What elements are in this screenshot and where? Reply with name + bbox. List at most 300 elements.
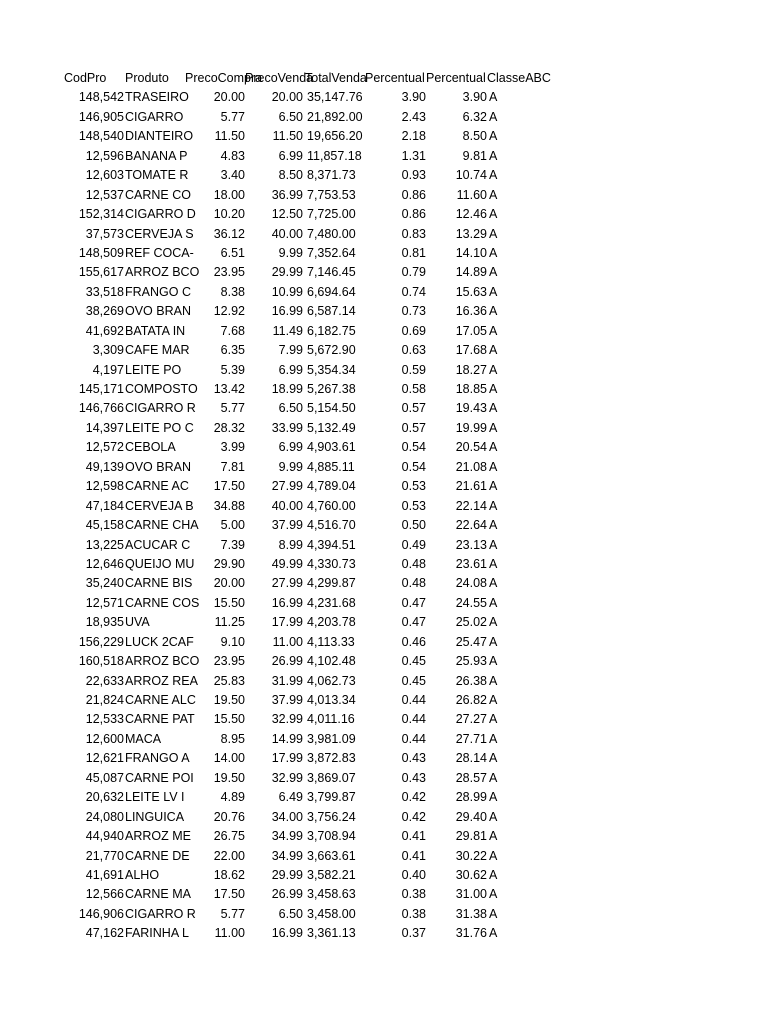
cell-preco-compra: 15.50 <box>213 595 245 610</box>
table-row <box>62 866 562 885</box>
cell-total-venda: 4,394.51 <box>307 537 356 552</box>
cell-produto: TRASEIRO <box>125 90 189 105</box>
cell-percentual-acum: 14.10 <box>455 245 487 260</box>
cell-percentual-acum: 14.89 <box>455 265 487 280</box>
cell-preco-compra: 19.50 <box>213 693 245 707</box>
cell-preco-venda: 31.99 <box>271 673 303 688</box>
cell-percentual-acum: 28.99 <box>455 790 487 805</box>
cell-total-venda: 6,587.14 <box>307 304 356 319</box>
cell-produto: LINGUICA <box>125 809 185 824</box>
cell-preco-compra: 5.00 <box>220 518 245 533</box>
cell-total-venda: 6,694.64 <box>307 284 356 299</box>
cell-classe-abc: A <box>489 556 498 571</box>
table-row <box>62 225 562 244</box>
cell-percentual-acum: 31.38 <box>455 906 487 921</box>
table-body <box>62 88 562 943</box>
cell-classe-abc: A <box>489 595 498 610</box>
cell-percentual-acum: 27.71 <box>455 731 487 746</box>
cell-produto: CIGARRO <box>125 109 184 124</box>
cell-produto: CEBOLA <box>125 440 176 455</box>
cell-produto: DIANTEIRO <box>125 129 194 144</box>
cell-preco-compra: 7.68 <box>220 323 245 338</box>
cell-percentual: 0.40 <box>401 867 426 882</box>
cell-classe-abc: A <box>489 479 498 494</box>
cell-percentual: 0.38 <box>401 887 426 902</box>
cell-classe-abc: A <box>489 362 498 377</box>
cell-percentual: 0.73 <box>401 304 426 319</box>
cell-percentual: 0.74 <box>401 284 426 299</box>
cell-classe-abc: A <box>489 751 498 766</box>
cell-preco-venda: 11.49 <box>272 323 303 338</box>
cell-total-venda: 3,799.87 <box>307 790 356 805</box>
cell-preco-compra: 28.32 <box>213 420 245 435</box>
cell-preco-venda: 6.99 <box>278 362 303 377</box>
cell-codpro: 38,269 <box>85 304 124 319</box>
cell-codpro: 146,905 <box>78 109 124 124</box>
cell-preco-venda: 9.99 <box>278 459 303 474</box>
cell-preco-venda: 6.49 <box>278 790 303 805</box>
cell-produto: TOMATE R <box>125 168 189 183</box>
cell-total-venda: 4,102.48 <box>307 654 356 669</box>
cell-percentual: 0.63 <box>401 343 426 358</box>
cell-produto: CARNE BIS <box>125 576 193 591</box>
cell-codpro: 12,600 <box>85 731 124 746</box>
cell-preco-compra: 5.77 <box>220 109 245 124</box>
cell-produto: CARNE MA <box>125 887 191 902</box>
cell-preco-compra: 25.83 <box>213 673 245 688</box>
table-row <box>62 613 562 632</box>
cell-percentual-acum: 25.93 <box>455 654 487 669</box>
cell-preco-venda: 40.00 <box>271 498 303 513</box>
cell-total-venda: 3,458.00 <box>307 906 356 921</box>
cell-preco-compra: 10.20 <box>213 207 245 222</box>
cell-produto: UVA <box>125 615 150 630</box>
cell-codpro: 47,162 <box>85 926 124 941</box>
cell-classe-abc: A <box>489 867 498 882</box>
cell-percentual-acum: 18.85 <box>455 382 487 396</box>
cell-codpro: 148,540 <box>78 129 124 144</box>
cell-percentual: 0.54 <box>401 440 426 455</box>
cell-percentual: 0.49 <box>401 537 426 552</box>
table-row <box>62 341 562 360</box>
cell-produto: CARNE ALC <box>125 693 196 707</box>
cell-total-venda: 4,231.68 <box>307 595 356 610</box>
cell-preco-venda: 6.99 <box>278 440 303 455</box>
cell-percentual-acum: 22.14 <box>455 498 487 513</box>
cell-preco-compra: 11.25 <box>214 615 245 630</box>
cell-percentual-acum: 10.74 <box>455 168 487 183</box>
cell-preco-compra: 20.76 <box>213 809 245 824</box>
cell-classe-abc: A <box>489 634 498 649</box>
cell-total-venda: 21,892.00 <box>307 109 363 124</box>
cell-codpro: 12,621 <box>85 751 124 766</box>
cell-codpro: 21,824 <box>85 693 124 707</box>
cell-codpro: 49,139 <box>85 459 124 474</box>
cell-total-venda: 11,857.18 <box>307 148 362 163</box>
cell-percentual: 0.57 <box>401 401 426 416</box>
cell-produto: CARNE POI <box>125 770 194 785</box>
cell-produto: CIGARRO R <box>125 906 196 921</box>
cell-total-venda: 4,330.73 <box>307 556 356 571</box>
table-row <box>62 769 562 788</box>
cell-classe-abc: A <box>489 148 498 163</box>
cell-preco-venda: 8.50 <box>278 168 303 183</box>
cell-codpro: 41,691 <box>85 867 124 882</box>
cell-classe-abc: A <box>489 809 498 824</box>
cell-classe-abc: A <box>489 770 498 785</box>
cell-produto: CIGARRO R <box>125 401 196 416</box>
cell-produto: CAFE MAR <box>125 343 190 358</box>
table-row <box>62 594 562 613</box>
cell-percentual: 0.45 <box>401 673 426 688</box>
cell-classe-abc: A <box>489 401 498 416</box>
cell-percentual: 0.44 <box>401 731 426 746</box>
cell-codpro: 4,197 <box>92 362 124 377</box>
cell-percentual: 0.86 <box>401 187 426 202</box>
cell-preco-compra: 3.99 <box>220 440 245 455</box>
table-row <box>62 808 562 827</box>
cell-percentual-acum: 13.29 <box>455 226 487 241</box>
cell-produto: OVO BRAN <box>125 304 191 319</box>
cell-codpro: 12,646 <box>85 556 124 571</box>
cell-preco-venda: 26.99 <box>271 654 303 669</box>
table-row <box>62 710 562 729</box>
cell-preco-compra: 5.77 <box>220 906 245 921</box>
cell-preco-compra: 20.00 <box>213 576 245 591</box>
cell-preco-compra: 8.95 <box>220 731 245 746</box>
cell-total-venda: 3,872.83 <box>307 751 356 766</box>
cell-classe-abc: A <box>489 459 498 474</box>
cell-percentual-acum: 17.05 <box>455 323 487 338</box>
cell-preco-compra: 5.39 <box>220 362 245 377</box>
cell-produto: BANANA P <box>125 148 188 163</box>
cell-classe-abc: A <box>489 498 498 513</box>
cell-preco-venda: 16.99 <box>271 926 303 941</box>
cell-classe-abc: A <box>489 343 498 358</box>
cell-preco-venda: 27.99 <box>271 576 303 591</box>
cell-total-venda: 4,011.16 <box>307 712 355 727</box>
cell-percentual-acum: 31.00 <box>455 887 487 902</box>
cell-classe-abc: A <box>489 168 498 183</box>
cell-preco-compra: 4.89 <box>220 790 245 805</box>
cell-codpro: 24,080 <box>85 809 124 824</box>
cell-percentual: 0.83 <box>401 226 426 241</box>
table-row <box>62 244 562 263</box>
cell-produto: ALHO <box>125 867 160 882</box>
cell-percentual: 0.42 <box>401 790 426 805</box>
cell-percentual: 0.53 <box>401 498 426 513</box>
cell-produto: LEITE PO C <box>125 420 194 435</box>
cell-classe-abc: A <box>489 226 498 241</box>
cell-percentual-acum: 26.38 <box>455 673 487 688</box>
cell-percentual-acum: 27.27 <box>455 712 487 727</box>
cell-preco-compra: 13.42 <box>213 382 245 396</box>
cell-preco-compra: 7.81 <box>220 459 245 474</box>
cell-percentual: 0.48 <box>401 556 426 571</box>
cell-classe-abc: A <box>489 673 498 688</box>
table-row <box>62 827 562 846</box>
cell-classe-abc: A <box>489 440 498 455</box>
cell-produto: CARNE CO <box>125 187 191 202</box>
cell-total-venda: 4,113.33 <box>307 634 355 649</box>
cell-produto: REF COCA- <box>125 245 194 260</box>
cell-percentual-acum: 29.40 <box>455 809 487 824</box>
cell-percentual-acum: 30.62 <box>455 867 487 882</box>
cell-total-venda: 7,725.00 <box>307 207 356 222</box>
cell-total-venda: 8,371.73 <box>307 168 356 183</box>
cell-preco-venda: 33.99 <box>271 420 303 435</box>
cell-preco-venda: 9.99 <box>278 245 303 260</box>
cell-produto: FRANGO A <box>125 751 190 766</box>
cell-codpro: 35,240 <box>85 576 124 591</box>
cell-percentual: 0.43 <box>401 751 426 766</box>
cell-percentual: 3.90 <box>401 90 426 105</box>
cell-percentual: 0.44 <box>401 712 426 727</box>
cell-classe-abc: A <box>489 187 498 202</box>
cell-produto: CARNE PAT <box>125 712 195 727</box>
cell-percentual-acum: 30.22 <box>455 848 487 863</box>
cell-produto: CIGARRO D <box>125 207 196 222</box>
cell-preco-compra: 18.00 <box>213 187 245 202</box>
cell-produto: LUCK 2CAF <box>125 634 194 649</box>
cell-total-venda: 7,352.64 <box>307 245 356 260</box>
cell-codpro: 18,935 <box>85 615 124 630</box>
cell-codpro: 22,633 <box>85 673 124 688</box>
cell-percentual: 0.53 <box>401 479 426 494</box>
table-row <box>62 905 562 924</box>
cell-total-venda: 7,753.53 <box>307 187 356 202</box>
cell-preco-venda: 32.99 <box>271 712 303 727</box>
cell-preco-venda: 27.99 <box>271 479 303 494</box>
cell-percentual: 0.58 <box>401 382 426 396</box>
cell-produto: ARROZ REA <box>125 673 198 688</box>
cell-preco-venda: 37.99 <box>271 693 303 707</box>
cell-codpro: 12,572 <box>85 440 124 455</box>
cell-classe-abc: A <box>489 576 498 591</box>
cell-classe-abc: A <box>489 265 498 280</box>
cell-percentual-acum: 19.99 <box>455 420 487 435</box>
cell-produto: ACUCAR C <box>125 537 191 552</box>
cell-produto: LEITE PO <box>125 362 182 377</box>
cell-codpro: 41,692 <box>85 323 124 338</box>
cell-total-venda: 5,672.90 <box>307 343 356 358</box>
cell-classe-abc: A <box>489 887 498 902</box>
cell-classe-abc: A <box>489 207 498 222</box>
cell-percentual: 0.44 <box>401 693 426 707</box>
table-row <box>62 263 562 282</box>
cell-percentual-acum: 3.90 <box>462 90 487 105</box>
cell-total-venda: 4,516.70 <box>307 518 356 533</box>
table-row <box>62 361 562 380</box>
table-row <box>62 730 562 749</box>
cell-produto: OVO BRAN <box>125 459 191 474</box>
table-row <box>62 633 562 652</box>
cell-produto: FARINHA L <box>125 926 189 941</box>
cell-percentual: 0.86 <box>401 207 426 222</box>
cell-total-venda: 19,656.20 <box>307 129 363 144</box>
cell-codpro: 156,229 <box>78 634 124 649</box>
cell-total-venda: 4,903.61 <box>307 440 356 455</box>
cell-total-venda: 5,132.49 <box>307 420 356 435</box>
cell-preco-compra: 6.51 <box>220 245 245 260</box>
cell-produto: CARNE COS <box>125 595 200 610</box>
cell-codpro: 14,397 <box>85 420 124 435</box>
cell-classe-abc: A <box>489 90 498 105</box>
cell-percentual: 0.50 <box>401 518 426 533</box>
cell-percentual: 0.47 <box>401 615 426 630</box>
cell-preco-compra: 18.62 <box>213 867 245 882</box>
cell-classe-abc: A <box>489 304 498 319</box>
cell-produto: COMPOSTO <box>125 382 198 396</box>
cell-total-venda: 5,154.50 <box>307 401 356 416</box>
cell-preco-venda: 6.99 <box>278 148 303 163</box>
cell-codpro: 3,309 <box>92 343 124 358</box>
table-row <box>62 788 562 807</box>
cell-percentual-acum: 28.57 <box>455 770 487 785</box>
cell-percentual-acum: 23.13 <box>455 537 487 552</box>
cell-preco-venda: 16.99 <box>271 595 303 610</box>
table-row <box>62 497 562 516</box>
cell-preco-venda: 11.50 <box>272 129 303 144</box>
table-row <box>62 536 562 555</box>
cell-produto: MACA <box>125 731 162 746</box>
cell-codpro: 21,770 <box>85 848 124 863</box>
cell-preco-venda: 29.99 <box>271 867 303 882</box>
cell-codpro: 146,766 <box>78 401 124 416</box>
table-row <box>62 477 562 496</box>
table-row <box>62 574 562 593</box>
cell-percentual: 1.31 <box>401 148 426 163</box>
cell-classe-abc: A <box>489 518 498 533</box>
cell-codpro: 12,571 <box>85 595 124 610</box>
cell-preco-compra: 6.35 <box>220 343 245 358</box>
cell-preco-venda: 6.50 <box>278 109 303 124</box>
cell-percentual: 0.41 <box>401 829 426 844</box>
cell-produto: BATATA IN <box>125 323 186 338</box>
cell-total-venda: 3,708.94 <box>307 829 356 844</box>
cell-percentual: 0.45 <box>401 654 426 669</box>
table-row <box>62 399 562 418</box>
table-row <box>62 108 562 127</box>
cell-percentual: 0.47 <box>401 595 426 610</box>
table-row <box>62 555 562 574</box>
product-abc-table <box>62 69 562 944</box>
cell-percentual: 0.93 <box>401 168 426 183</box>
cell-preco-compra: 12.92 <box>213 304 245 319</box>
cell-preco-compra: 15.50 <box>213 712 245 727</box>
cell-total-venda: 3,663.61 <box>307 848 356 863</box>
cell-preco-compra: 34.88 <box>213 498 245 513</box>
cell-preco-compra: 3.40 <box>220 168 245 183</box>
cell-percentual-acum: 26.82 <box>455 693 487 707</box>
cell-percentual: 0.79 <box>401 265 426 280</box>
cell-codpro: 12,533 <box>85 712 124 727</box>
cell-preco-venda: 17.99 <box>271 751 303 766</box>
table-row <box>62 380 562 399</box>
cell-preco-venda: 29.99 <box>271 265 303 280</box>
cell-codpro: 12,566 <box>85 887 124 902</box>
cell-classe-abc: A <box>489 829 498 844</box>
cell-classe-abc: A <box>489 245 498 260</box>
cell-preco-venda: 20.00 <box>271 90 303 105</box>
cell-classe-abc: A <box>489 129 498 144</box>
cell-produto: ARROZ ME <box>125 829 191 844</box>
cell-percentual: 0.41 <box>401 848 426 863</box>
cell-percentual-acum: 8.50 <box>462 129 487 144</box>
cell-codpro: 45,158 <box>85 518 124 533</box>
cell-percentual: 2.18 <box>401 129 426 144</box>
cell-classe-abc: A <box>489 926 498 941</box>
table-row <box>62 419 562 438</box>
cell-percentual-acum: 25.47 <box>455 634 487 649</box>
cell-percentual-acum: 20.54 <box>455 440 487 455</box>
cell-classe-abc: A <box>489 284 498 299</box>
cell-codpro: 152,314 <box>78 207 124 222</box>
table-row <box>62 302 562 321</box>
cell-preco-venda: 11.00 <box>272 634 303 649</box>
cell-preco-compra: 26.75 <box>213 829 245 844</box>
table-row <box>62 652 562 671</box>
table-row <box>62 924 562 943</box>
table-row <box>62 205 562 224</box>
cell-total-venda: 4,062.73 <box>307 673 356 688</box>
cell-preco-compra: 17.50 <box>213 479 245 494</box>
cell-percentual: 0.46 <box>401 634 426 649</box>
cell-codpro: 47,184 <box>85 498 124 513</box>
cell-total-venda: 3,361.13 <box>307 926 356 941</box>
cell-classe-abc: A <box>489 615 498 630</box>
header-produto: Produto <box>125 71 169 85</box>
cell-preco-venda: 18.99 <box>271 382 303 396</box>
cell-total-venda: 3,582.21 <box>307 867 356 882</box>
cell-total-venda: 4,299.87 <box>307 576 356 591</box>
cell-percentual-acum: 16.36 <box>455 304 487 319</box>
cell-percentual: 0.42 <box>401 809 426 824</box>
cell-codpro: 155,617 <box>78 265 124 280</box>
cell-codpro: 146,906 <box>78 906 124 921</box>
cell-percentual-acum: 22.64 <box>455 518 487 533</box>
cell-total-venda: 5,354.34 <box>307 362 356 377</box>
cell-preco-venda: 40.00 <box>271 226 303 241</box>
cell-preco-venda: 7.99 <box>278 343 303 358</box>
table-row <box>62 749 562 768</box>
cell-classe-abc: A <box>489 109 498 124</box>
cell-codpro: 33,518 <box>85 284 124 299</box>
cell-preco-venda: 36.99 <box>271 187 303 202</box>
cell-classe-abc: A <box>489 323 498 338</box>
cell-codpro: 12,596 <box>85 148 124 163</box>
cell-codpro: 45,087 <box>85 770 124 785</box>
cell-produto: CERVEJA S <box>125 226 194 241</box>
cell-preco-compra: 20.00 <box>213 90 245 105</box>
cell-percentual-acum: 12.46 <box>455 207 487 222</box>
cell-classe-abc: A <box>489 537 498 552</box>
cell-codpro: 160,518 <box>78 654 124 669</box>
cell-total-venda: 3,981.09 <box>307 731 356 746</box>
cell-preco-venda: 6.50 <box>278 401 303 416</box>
cell-percentual-acum: 31.76 <box>455 926 487 941</box>
cell-classe-abc: A <box>489 906 498 921</box>
table-row <box>62 847 562 866</box>
cell-percentual-acum: 21.08 <box>455 459 487 474</box>
cell-total-venda: 4,885.11 <box>307 459 355 474</box>
header-row <box>62 69 562 88</box>
cell-percentual-acum: 29.81 <box>455 829 487 844</box>
cell-codpro: 44,940 <box>85 829 124 844</box>
cell-codpro: 12,537 <box>85 187 124 202</box>
cell-preco-venda: 6.50 <box>278 906 303 921</box>
cell-produto: QUEIJO MU <box>125 556 195 571</box>
